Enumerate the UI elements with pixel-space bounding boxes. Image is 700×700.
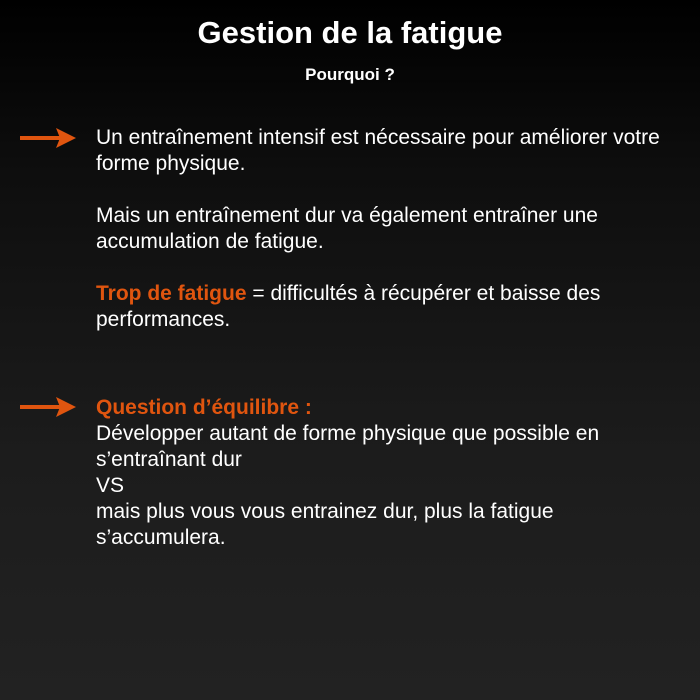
- balance-line-accumulate: mais plus vous vous entrainez dur, plus la fatigue s’accumulera.: [96, 500, 554, 549]
- paragraph-training: Un entraînement intensif est nécessaire pour améliorer votre forme physique.: [96, 126, 660, 175]
- paragraph-fatigue: Mais un entraînement dur va également entraîner une accumulation de fatigue.: [96, 204, 598, 253]
- balance-line-vs: VS: [96, 474, 125, 497]
- paragraph-too-much-fatigue: [96, 281, 676, 333]
- right-arrow-icon: [20, 396, 76, 418]
- page-title: Gestion de la fatigue: [197, 15, 503, 50]
- page-subtitle: Pourquoi ?: [305, 65, 395, 84]
- right-arrow-icon: [20, 127, 76, 149]
- highlight-too-much-fatigue: Trop de fatigue: [96, 282, 247, 305]
- balance-line-develop: Développer autant de forme physique que possible en s’entraînant dur: [96, 422, 600, 471]
- section-intro: [96, 125, 676, 333]
- balance-heading: Question d’équilibre :: [96, 396, 312, 419]
- paragraph-too-much-fatigue-rest: = difficultés à récupérer et baisse des performances.: [96, 282, 601, 331]
- section-balance: [96, 395, 676, 551]
